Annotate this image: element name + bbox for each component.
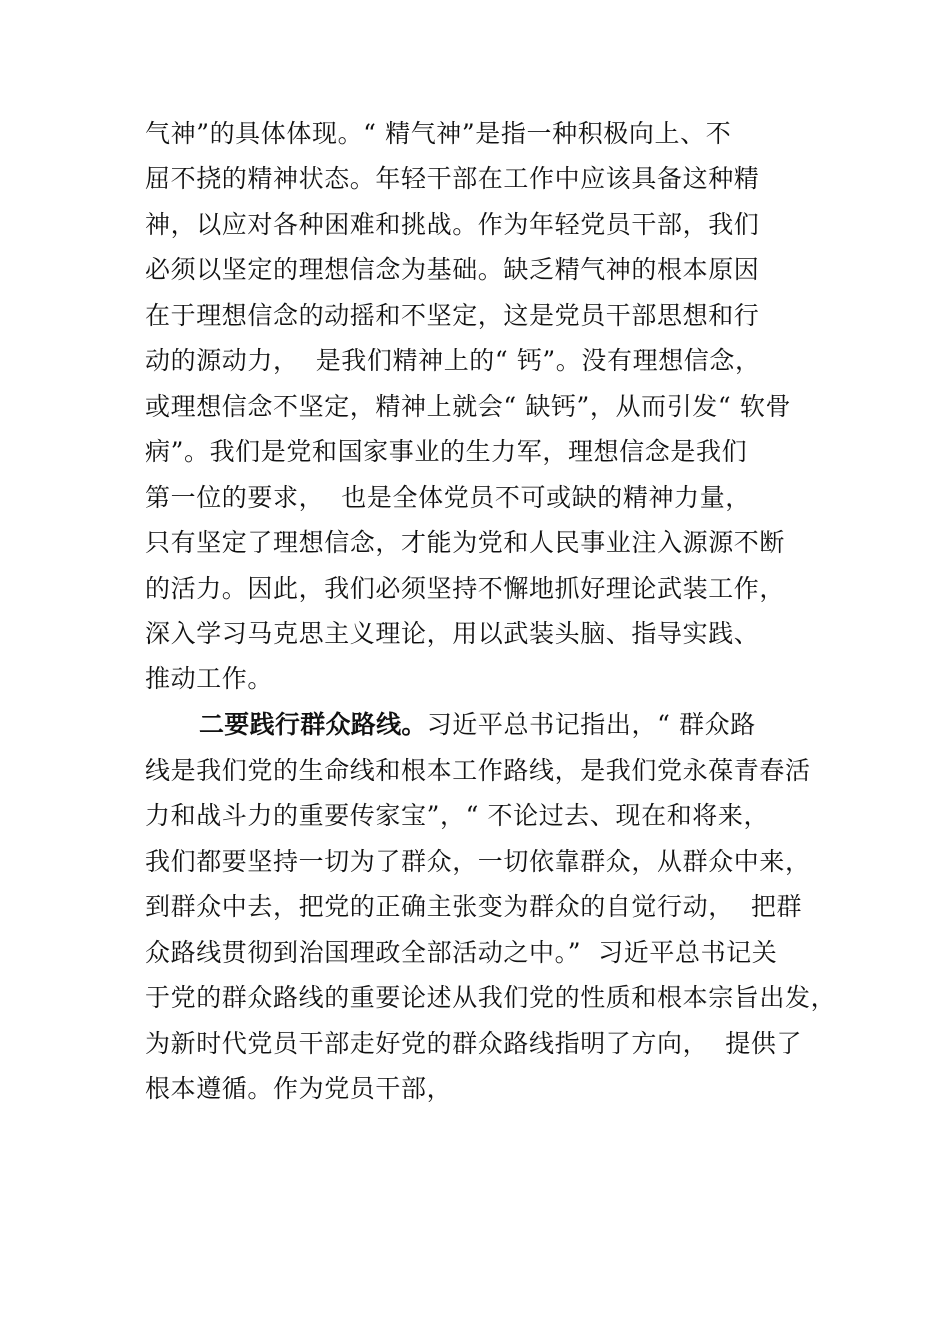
section-heading: 二要践行群众路线。 — [199, 710, 427, 739]
text-line: 众路线贯彻到治国理政全部活动之中。” 习近平总书记关 — [145, 938, 778, 967]
text-line: 深入学习马克思主义理论，用以武装头脑、指导实践、 — [145, 619, 760, 648]
text-line: 到群众中去，把党的正确主张变为群众的自觉行动， 把群 — [145, 892, 803, 921]
text-line: 气神”的具体体现。“ 精气神”是指一种积极向上、不 — [145, 119, 732, 148]
text-line: 在于理想信念的动摇和不坚定，这是党员干部思想和行 — [145, 301, 760, 330]
text-line: 力和战斗力的重要传家宝”，“ 不论过去、现在和将来， — [145, 801, 770, 830]
text-line: 或理想信念不坚定，精神上就会“ 缺钙”，从而引发“ 软骨 — [145, 392, 792, 421]
text-line: 神，以应对各种困难和挑战。作为年轻党员干部，我们 — [145, 210, 760, 239]
text-line: 为新时代党员干部走好党的群众路线指明了方向， 提供了 — [145, 1029, 803, 1058]
text-line: 我们都要坚持一切为了群众，一切依靠群众，从群众中来， — [145, 847, 811, 876]
text-line: 的活力。因此，我们必须坚持不懈地抓好理论武装工作， — [145, 574, 786, 603]
text-line: 必须以坚定的理想信念为基础。缺乏精气神的根本原因 — [145, 255, 760, 284]
text-line: 动的源动力， 是我们精神上的“ 钙”。没有理想信念， — [145, 346, 761, 375]
paragraph-first-line — [199, 708, 756, 742]
text-line: 屈不挠的精神状态。年轻干部在工作中应该具备这种精 — [145, 164, 760, 193]
text-line: 只有坚定了理想信念，才能为党和人民事业注入源源不断 — [145, 528, 786, 557]
first-line-text: 习近平总书记指出，“ 群众路 — [426, 710, 756, 739]
text-line: 根本遵循。作为党员干部， — [145, 1074, 453, 1103]
text-line: 第一位的要求， 也是全体党员不可或缺的精神力量， — [145, 483, 751, 512]
text-line: 病”。我们是党和国家事业的生力军，理想信念是我们 — [145, 437, 748, 466]
text-line: 于党的群众路线的重要论述从我们党的性质和根本宗旨出发， — [145, 983, 837, 1012]
text-line: 推动工作。 — [145, 664, 274, 693]
text-line: 线是我们党的生命线和根本工作路线，是我们党永葆青春活 — [145, 756, 811, 785]
